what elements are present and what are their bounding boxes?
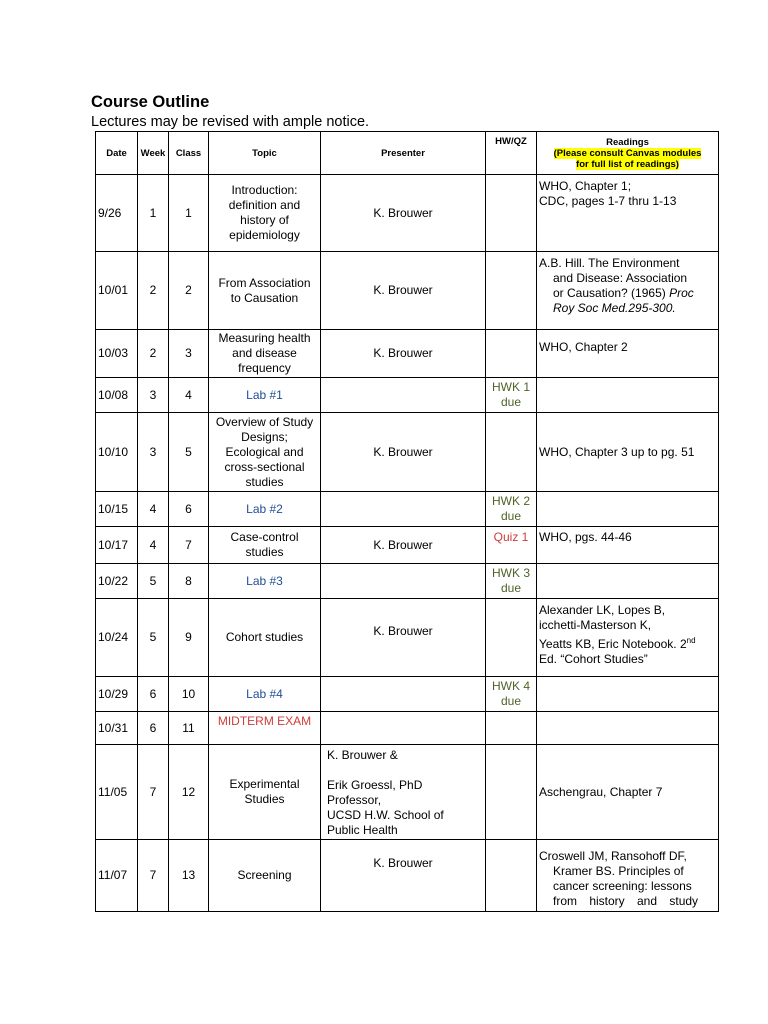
cell-class: 7 bbox=[169, 527, 209, 564]
cell-topic: Cohort studies bbox=[209, 599, 321, 677]
presenter-line: UCSD H.W. School of bbox=[327, 808, 444, 822]
cell-presenter: K. Brouwer bbox=[321, 252, 486, 330]
hw-line: due bbox=[500, 509, 522, 523]
topic-line: to Causation bbox=[230, 290, 299, 305]
reading-line: Yeatts KB, Eric Notebook. 2nd bbox=[539, 636, 696, 651]
document-title: Course Outline bbox=[91, 93, 210, 111]
topic-line: cross-sectional bbox=[224, 459, 305, 474]
cell-week: 3 bbox=[138, 413, 169, 492]
cell-reading bbox=[537, 175, 719, 252]
topic-line: Ecological and bbox=[225, 444, 304, 459]
hw-line: HWK 2 bbox=[491, 494, 530, 508]
journal-name: Proc bbox=[669, 286, 694, 300]
hw-line: HWK 4 bbox=[491, 679, 530, 693]
cell-reading bbox=[537, 330, 719, 378]
table-header-row bbox=[96, 132, 719, 175]
cell-presenter: K. Brouwer bbox=[321, 599, 486, 677]
cell-hw bbox=[486, 745, 537, 840]
cell-topic bbox=[209, 175, 321, 252]
cell-reading bbox=[537, 378, 719, 413]
readings-label: Readings bbox=[606, 136, 649, 148]
cell-topic bbox=[209, 527, 321, 564]
cell-class: 13 bbox=[169, 840, 209, 912]
reading-line: Ed. “Cohort Studies” bbox=[539, 652, 648, 666]
cell-week: 6 bbox=[138, 677, 169, 712]
header-class: Class bbox=[169, 132, 209, 175]
cell-date: 10/03 bbox=[96, 330, 138, 378]
cell-week: 3 bbox=[138, 378, 169, 413]
header-readings bbox=[537, 132, 719, 175]
reading-line: Kramer BS. Principles of bbox=[553, 864, 684, 878]
cell-date: 10/17 bbox=[96, 527, 138, 564]
reading-line: WHO, Chapter 2 bbox=[539, 340, 628, 354]
cell-week: 6 bbox=[138, 712, 169, 745]
cell-hw bbox=[486, 492, 537, 527]
reading-line: WHO, Chapter 3 up to pg. 51 bbox=[539, 444, 695, 459]
cell-topic bbox=[209, 745, 321, 840]
presenter-line: K. Brouwer & bbox=[327, 748, 398, 762]
cell-hw bbox=[486, 378, 537, 413]
table-row bbox=[96, 677, 719, 712]
cell-hw bbox=[486, 599, 537, 677]
cell-hw: Quiz 1 bbox=[486, 527, 537, 564]
topic-line: Measuring health bbox=[218, 331, 311, 345]
cell-hw bbox=[486, 413, 537, 492]
ordinal-suffix: nd bbox=[686, 636, 696, 645]
cell-presenter bbox=[321, 745, 486, 840]
table-row bbox=[96, 252, 719, 330]
presenter-line: Public Health bbox=[327, 823, 398, 837]
cell-reading bbox=[537, 252, 719, 330]
cell-week: 7 bbox=[138, 840, 169, 912]
cell-class: 11 bbox=[169, 712, 209, 745]
cell-class: 4 bbox=[169, 378, 209, 413]
cell-date: 10/22 bbox=[96, 564, 138, 599]
cell-hw bbox=[486, 564, 537, 599]
cell-presenter bbox=[321, 564, 486, 599]
header-topic: Topic bbox=[209, 132, 321, 175]
topic-line: studies bbox=[245, 474, 284, 489]
hw-line: HWK 1 bbox=[491, 380, 530, 394]
cell-hw bbox=[486, 252, 537, 330]
topic-line: Overview of Study bbox=[215, 414, 314, 429]
cell-reading bbox=[537, 712, 719, 745]
cell-hw bbox=[486, 677, 537, 712]
table-row bbox=[96, 330, 719, 378]
readings-note-line-1: (Please consult Canvas modules bbox=[553, 147, 702, 159]
cell-class: 9 bbox=[169, 599, 209, 677]
cell-date: 10/08 bbox=[96, 378, 138, 413]
reading-line: WHO, Chapter 1; bbox=[539, 179, 632, 193]
cell-hw bbox=[486, 840, 537, 912]
header-week: Week bbox=[138, 132, 169, 175]
header-date: Date bbox=[96, 132, 138, 175]
topic-line: and disease bbox=[232, 346, 297, 360]
readings-note-line-2: for full list of readings) bbox=[576, 158, 679, 170]
cell-topic: MIDTERM EXAM bbox=[209, 712, 321, 745]
cell-date: 10/10 bbox=[96, 413, 138, 492]
cell-topic bbox=[209, 252, 321, 330]
cell-class: 12 bbox=[169, 745, 209, 840]
topic-line: Studies bbox=[244, 792, 285, 806]
reading-line: cancer screening: lessons bbox=[553, 879, 692, 893]
hw-line: HWK 3 bbox=[491, 566, 530, 580]
topic-line: From Association bbox=[218, 275, 311, 290]
cell-reading bbox=[537, 413, 719, 492]
cell-reading bbox=[537, 492, 719, 527]
topic-line: Designs; bbox=[241, 429, 288, 444]
cell-hw bbox=[486, 330, 537, 378]
cell-hw bbox=[486, 175, 537, 252]
cell-topic: Screening bbox=[209, 840, 321, 912]
cell-class: 8 bbox=[169, 564, 209, 599]
reading-line: or Causation? (1965) Proc bbox=[553, 286, 694, 300]
cell-date: 10/15 bbox=[96, 492, 138, 527]
reading-line: icchetti-Masterson K, bbox=[539, 618, 652, 632]
table-row bbox=[96, 712, 719, 745]
cell-presenter: K. Brouwer bbox=[321, 330, 486, 378]
reading-line: and Disease: Association bbox=[553, 271, 688, 285]
table-row bbox=[96, 413, 719, 492]
cell-week: 4 bbox=[138, 527, 169, 564]
cell-week: 7 bbox=[138, 745, 169, 840]
cell-date: 10/31 bbox=[96, 712, 138, 745]
table-row bbox=[96, 378, 719, 413]
header-hwqz: HW/QZ bbox=[486, 132, 537, 175]
cell-date: 10/24 bbox=[96, 599, 138, 677]
cell-topic bbox=[209, 413, 321, 492]
cell-date: 11/05 bbox=[96, 745, 138, 840]
cell-reading: Aschengrau, Chapter 7 bbox=[537, 745, 719, 840]
cell-week: 2 bbox=[138, 330, 169, 378]
table-row bbox=[96, 599, 719, 677]
cell-class: 6 bbox=[169, 492, 209, 527]
table-row bbox=[96, 564, 719, 599]
topic-line: definition and bbox=[228, 198, 301, 212]
table-row bbox=[96, 840, 719, 912]
cell-hw bbox=[486, 712, 537, 745]
presenter-spacer bbox=[327, 763, 485, 778]
reading-line: from history and study bbox=[553, 894, 699, 908]
reading-line: A.B. Hill. The Environment bbox=[539, 256, 680, 270]
cell-class: 1 bbox=[169, 175, 209, 252]
reading-line bbox=[539, 301, 718, 316]
document-subtitle: Lectures may be revised with ample notice. bbox=[91, 114, 370, 130]
cell-week: 4 bbox=[138, 492, 169, 527]
cell-reading bbox=[537, 677, 719, 712]
hw-line: due bbox=[500, 694, 522, 708]
cell-week: 5 bbox=[138, 564, 169, 599]
hw-line: due bbox=[500, 395, 522, 409]
reading-line: Croswell JM, Ransohoff DF, bbox=[539, 849, 687, 863]
journal-name: Roy Soc Med.295-300. bbox=[553, 301, 676, 315]
cell-week: 1 bbox=[138, 175, 169, 252]
cell-topic bbox=[209, 330, 321, 378]
cell-week: 2 bbox=[138, 252, 169, 330]
cell-topic: Lab #2 bbox=[209, 492, 321, 527]
topic-line: studies bbox=[245, 545, 284, 559]
cell-topic: Lab #4 bbox=[209, 677, 321, 712]
presenter-line: Erik Groessl, PhD bbox=[327, 778, 423, 792]
cell-class: 10 bbox=[169, 677, 209, 712]
cell-presenter: K. Brouwer bbox=[321, 527, 486, 564]
cell-presenter bbox=[321, 677, 486, 712]
cell-date: 10/01 bbox=[96, 252, 138, 330]
topic-line: epidemiology bbox=[229, 228, 300, 242]
table-row bbox=[96, 492, 719, 527]
cell-topic: Lab #3 bbox=[209, 564, 321, 599]
topic-line: Introduction: bbox=[231, 183, 298, 197]
topic-line: history of bbox=[240, 213, 289, 227]
topic-line: frequency bbox=[238, 361, 291, 375]
cell-topic: Lab #1 bbox=[209, 378, 321, 413]
topic-line: Case-control bbox=[230, 530, 299, 544]
cell-presenter bbox=[321, 712, 486, 745]
cell-reading bbox=[537, 599, 719, 677]
reading-line: Alexander LK, Lopes B, bbox=[539, 603, 666, 617]
course-outline-table bbox=[95, 131, 719, 912]
cell-class: 2 bbox=[169, 252, 209, 330]
cell-class: 3 bbox=[169, 330, 209, 378]
cell-class: 5 bbox=[169, 413, 209, 492]
table-row bbox=[96, 175, 719, 252]
cell-presenter: K. Brouwer bbox=[321, 840, 486, 912]
hw-line: due bbox=[500, 581, 522, 595]
cell-reading: WHO, pgs. 44-46 bbox=[537, 527, 719, 564]
cell-week: 5 bbox=[138, 599, 169, 677]
topic-line: Experimental bbox=[229, 777, 300, 791]
cell-presenter: K. Brouwer bbox=[321, 175, 486, 252]
header-presenter: Presenter bbox=[321, 132, 486, 175]
cell-reading bbox=[537, 564, 719, 599]
table-row bbox=[96, 527, 719, 564]
cell-presenter: K. Brouwer bbox=[321, 413, 486, 492]
reading-line: CDC, pages 1-7 thru 1-13 bbox=[539, 194, 677, 208]
cell-date: 11/07 bbox=[96, 840, 138, 912]
cell-presenter bbox=[321, 492, 486, 527]
cell-date: 10/29 bbox=[96, 677, 138, 712]
presenter-line: Professor, bbox=[327, 793, 382, 807]
cell-reading bbox=[537, 840, 719, 912]
cell-presenter bbox=[321, 378, 486, 413]
table-row bbox=[96, 745, 719, 840]
cell-date: 9/26 bbox=[96, 175, 138, 252]
